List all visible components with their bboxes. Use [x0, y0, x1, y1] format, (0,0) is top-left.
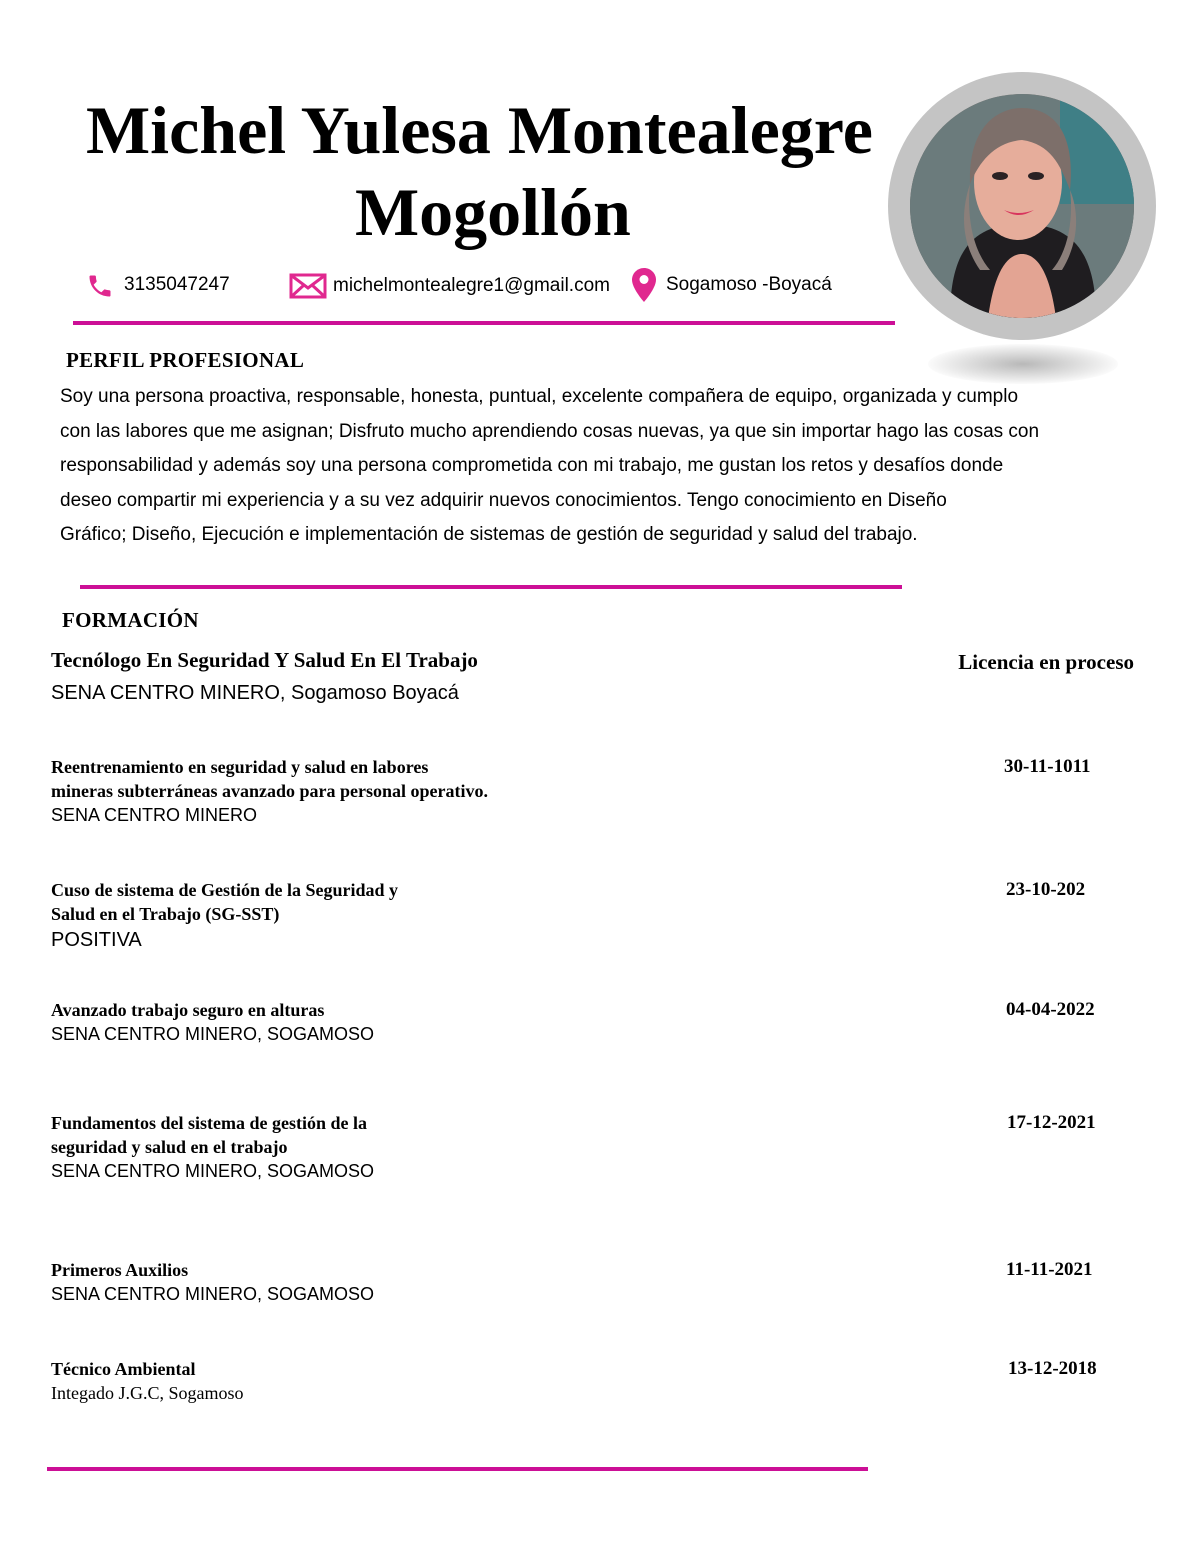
- email-link[interactable]: michelmontealegre1@gmail.com: [333, 275, 610, 296]
- section-heading-education: FORMACIÓN: [62, 608, 199, 632]
- profile-photo: [888, 72, 1156, 340]
- entry-institution: SENA CENTRO MINERO, SOGAMOSO: [51, 1161, 375, 1181]
- entry-institution: Integado J.G.C, Sogamoso: [51, 1383, 244, 1403]
- entry-title: Reentrenamiento en seguridad y salud en labores: [51, 757, 429, 777]
- entry-title: Primeros Auxilios: [51, 1260, 189, 1280]
- entry-institution: SENA CENTRO MINERO, SOGAMOSO: [51, 1284, 375, 1304]
- photo-shadow: [928, 344, 1118, 384]
- entry-date: 30-11-1011: [1004, 756, 1091, 777]
- education-entry: [51, 1357, 244, 1405]
- education-entry: [51, 998, 374, 1046]
- entry-date: Licencia en proceso: [958, 650, 1134, 674]
- profile-line: responsabilidad y además soy una persona comprometida con mi trabajo, me gustan los retos y desafíos donde: [60, 455, 1004, 476]
- entry-institution: SENA CENTRO MINERO, Sogamoso Boyacá: [51, 682, 459, 704]
- entry-date: 04-04-2022: [1006, 999, 1095, 1020]
- profile-paragraph: [60, 380, 1160, 553]
- education-entry: [51, 878, 398, 952]
- entry-title: Salud en el Trabajo (SG-SST): [51, 904, 280, 924]
- entry-date: 23-10-202: [1006, 879, 1086, 900]
- divider-profile: [80, 585, 902, 589]
- envelope-icon: [289, 273, 327, 299]
- entry-title: Avanzado trabajo seguro en alturas: [51, 1000, 325, 1020]
- profile-line: Gráfico; Diseño, Ejecución e implementación de sistemas de gestión de seguridad y salud del trabajo.: [60, 524, 918, 545]
- section-heading-profile: PERFIL PROFESIONAL: [66, 348, 305, 372]
- profile-line: deseo compartir mi experiencia y a su vez adquirir nuevos conocimientos. Tengo conocimiento en Diseño: [60, 489, 947, 511]
- profile-line: con las labores que me asignan; Disfruto mucho aprendiendo cosas nuevas, ya que sin importar hago las cosas con: [60, 420, 1040, 442]
- education-entry: [51, 1111, 374, 1183]
- entry-title: mineras subterráneas avanzado para personal operativo.: [51, 781, 488, 801]
- education-entry: [51, 1258, 374, 1306]
- entry-date: 11-11-2021: [1006, 1259, 1093, 1280]
- entry-date: 13-12-2018: [1008, 1358, 1097, 1379]
- profile-line: Soy una persona proactiva, responsable, honesta, puntual, excelente compañera de equipo, organizada y cumplo: [60, 386, 1019, 407]
- entry-institution: POSITIVA: [51, 929, 142, 951]
- entry-title: Tecnólogo En Seguridad Y Salud En El Trabajo: [51, 648, 478, 672]
- entry-title: Cuso de sistema de Gestión de la Seguridad y: [51, 880, 399, 900]
- entry-title: Fundamentos del sistema de gestión de la: [51, 1113, 368, 1133]
- divider-footer: [47, 1467, 868, 1471]
- entry-title: Técnico Ambiental: [51, 1359, 196, 1379]
- name-line-2: Mogollón: [355, 174, 631, 250]
- phone-icon: [86, 272, 114, 300]
- map-pin-icon: [632, 268, 656, 302]
- profile-photo-image: [910, 94, 1134, 318]
- entry-date: 17-12-2021: [1007, 1112, 1096, 1133]
- education-entry: [51, 755, 488, 827]
- entry-institution: SENA CENTRO MINERO, SOGAMOSO: [51, 1024, 375, 1044]
- phone-number[interactable]: 3135047247: [124, 274, 230, 295]
- divider-header: [73, 321, 895, 325]
- education-entry: [51, 648, 478, 705]
- name-line-1: Michel Yulesa Montealegre: [86, 92, 873, 168]
- entry-title: seguridad y salud en el trabajo: [51, 1137, 288, 1157]
- entry-institution: SENA CENTRO MINERO: [51, 805, 258, 825]
- location-text: Sogamoso -Boyacá: [666, 274, 832, 295]
